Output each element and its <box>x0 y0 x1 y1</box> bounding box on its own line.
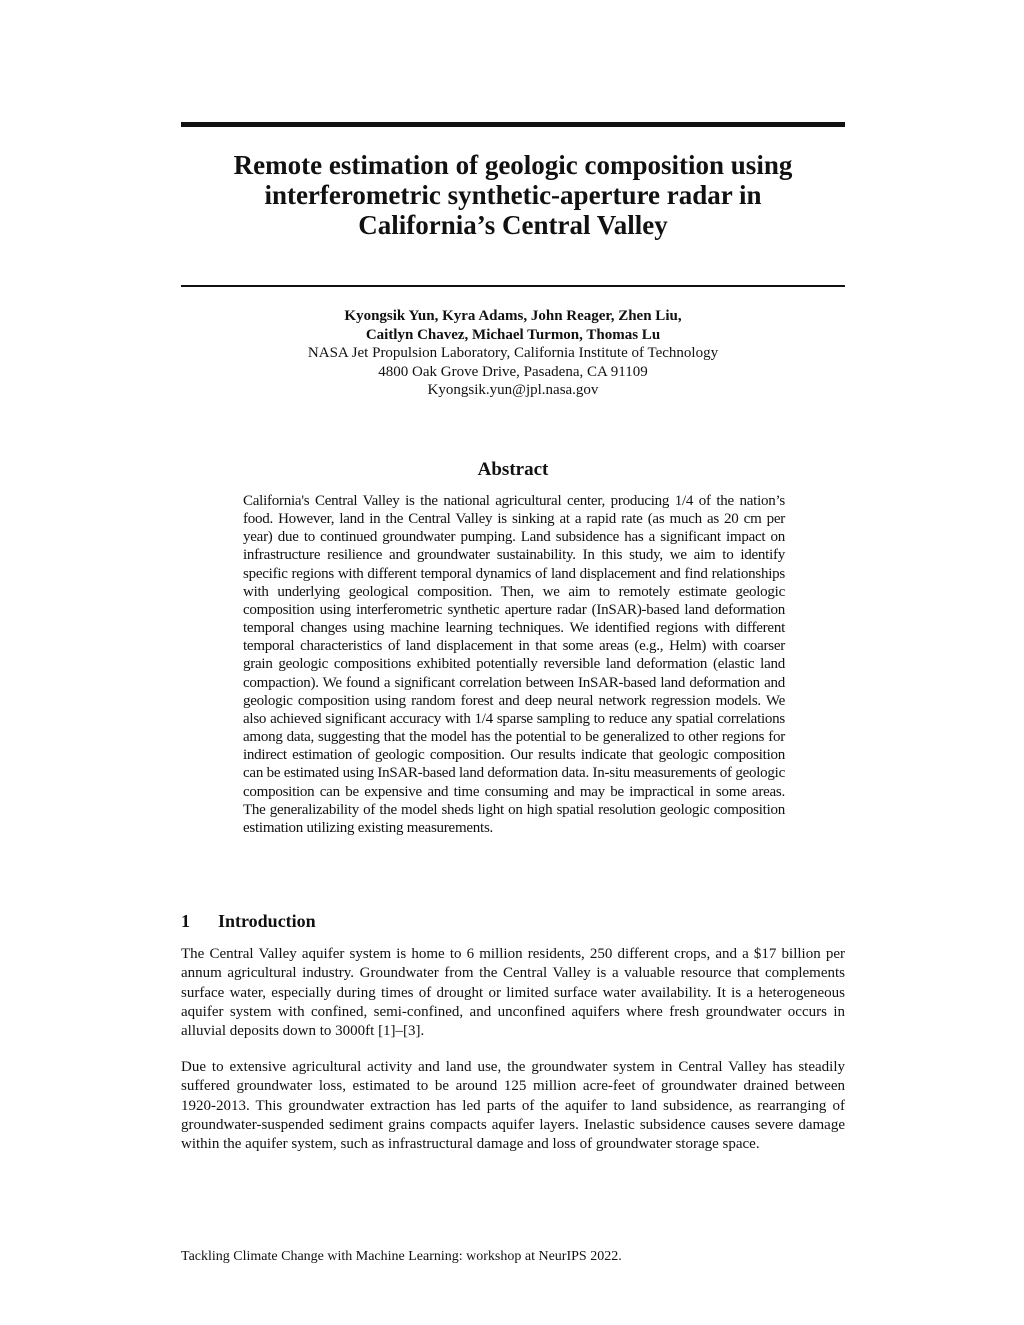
title-line-1: Remote estimation of geologic composition using <box>233 150 793 180</box>
title-line-3: California’s Central Valley <box>358 210 668 240</box>
intro-paragraph-1: The Central Valley aquifer system is home to 6 million residents, 250 different crops, and a $17 billion per annum agricultural industry. Groundwater from the Central Valley is a valuable resource that complements surface water, especially during times of drought or limited surface water availability. It is a heterogeneous aquifer system with confined, semi-confined, and unconfined aquifers where fresh groundwater occurs in alluvial deposits down to 3000ft [1]–[3]. <box>181 946 845 1040</box>
abstract-text: California's Central Valley is the national agricultural center, producing 1/4 of the nation’s food. However, land in the Central Valley is sinking at a rapid rate (as much as 20 cm per year) due to continued groundwater pumping. Land subsidence has a significant impact on infrastructure resilience and groundwater sustainability. In this study, we aim to identify specific regions with different temporal dynamics of land displacement and find relationships with underlying geological composition. Then, we aim to remotely estimate geologic composition using interferometric synthetic aperture radar (InSAR)-based land deformation temporal changes using machine learning techniques. We identified regions with different temporal characteristics of land displacement in that some areas (e.g., Helm) with coarser grain geologic compositions exhibited potentially reversible land deformation (elastic land compaction). We found a significant correlation between InSAR-based land deformation and geologic composition using random forest and deep neural network regression models. We also achieved significant accuracy with 1/4 sparse sampling to reduce any spatial correlations among data, suggesting that the model has the potential to be generalized to other regions for indirect estimation of geologic composition. Our results indicate that geologic composition can be estimated using InSAR-based land deformation data. In-situ measurements of geologic composition can be expensive and time consuming and may be impractical in some areas. The generalizability of the model sheds light on high spatial resolution geologic composition estimation utilizing existing measurements. <box>243 493 785 836</box>
affiliation: NASA Jet Propulsion Laboratory, California Institute of Technology <box>307 345 719 361</box>
paper-title <box>181 150 845 240</box>
author-names-line-2: Caitlyn Chavez, Michael Turmon, Thomas Lu <box>365 326 661 343</box>
title-bottom-rule <box>181 285 845 287</box>
intro-paragraph-2: Due to extensive agricultural activity and land use, the groundwater system in Central Valley has steadily suffered groundwater loss, estimated to be around 125 million acre-feet of groundwater drained between 1920-2013. This groundwater extraction has led parts of the aquifer to land subsidence, as rearranging of groundwater-suspended sediment grains compacts aquifer layers. Inelastic subsidence causes severe damage within the aquifer system, such as infrastructural damage and loss of groundwater storage space. <box>181 1059 845 1153</box>
abstract-heading: Abstract <box>477 459 549 480</box>
title-line-2: interferometric synthetic-aperture radar in <box>264 180 762 210</box>
section-title: Introduction <box>218 911 316 931</box>
email: Kyongsik.yun@jpl.nasa.gov <box>427 382 599 398</box>
title-top-rule <box>181 122 845 127</box>
author-block <box>181 307 845 400</box>
author-names-line-1: Kyongsik Yun, Kyra Adams, John Reager, Zhen Liu, <box>344 308 682 324</box>
section-number: 1 <box>181 911 190 931</box>
address: 4800 Oak Grove Drive, Pasadena, CA 91109 <box>378 363 648 380</box>
section-heading-introduction <box>181 911 845 932</box>
page-footer: Tackling Climate Change with Machine Learning: workshop at NeurIPS 2022. <box>181 1249 622 1264</box>
